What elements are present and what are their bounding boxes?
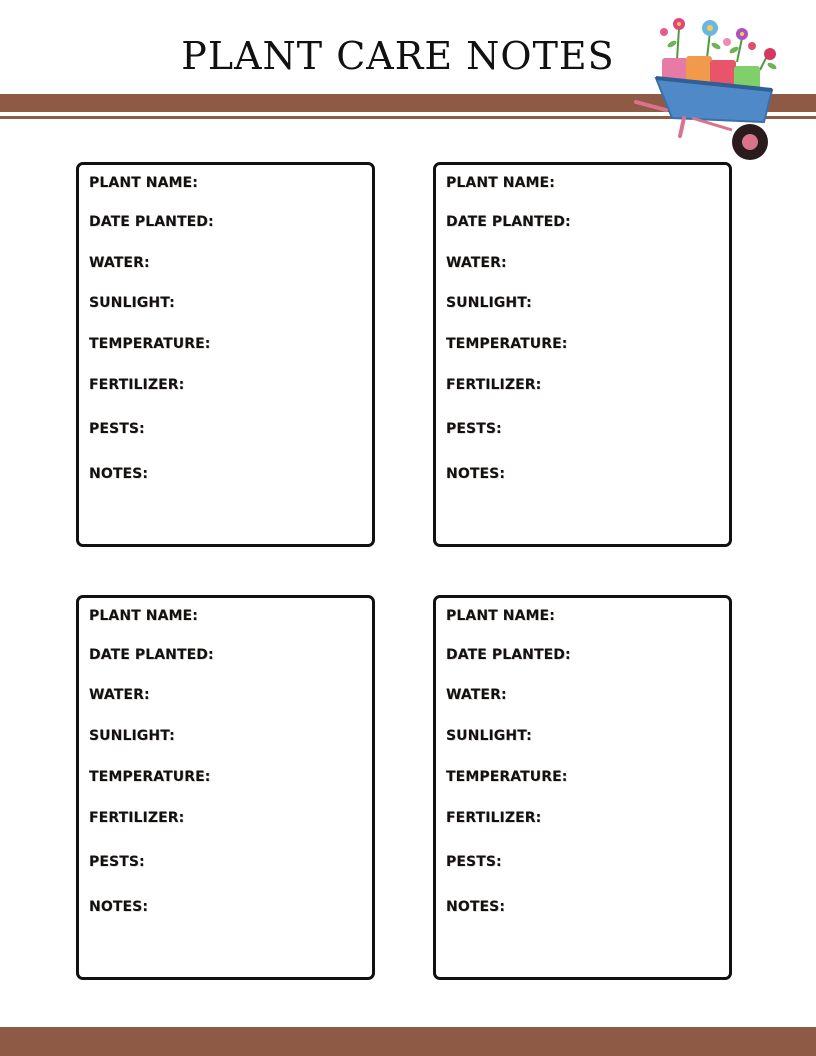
field-fertilizer: FERTILIZER: bbox=[446, 377, 542, 393]
plant-card-1 bbox=[76, 162, 375, 547]
field-temperature: TEMPERATURE: bbox=[89, 336, 211, 352]
field-notes: NOTES: bbox=[89, 466, 149, 482]
field-date-planted: DATE PLANTED: bbox=[446, 214, 571, 230]
field-sunlight: SUNLIGHT: bbox=[446, 295, 532, 311]
field-date-planted: DATE PLANTED: bbox=[446, 647, 571, 663]
footer-band bbox=[0, 1027, 816, 1056]
field-notes: NOTES: bbox=[446, 466, 506, 482]
wheelbarrow-flowers-icon bbox=[632, 10, 792, 165]
field-pests: PESTS: bbox=[446, 854, 502, 870]
field-temperature: TEMPERATURE: bbox=[89, 769, 211, 785]
field-notes: NOTES: bbox=[89, 899, 149, 915]
field-plant-name: PLANT NAME: bbox=[89, 175, 198, 191]
field-pests: PESTS: bbox=[446, 421, 502, 437]
field-fertilizer: FERTILIZER: bbox=[446, 810, 542, 826]
plant-card-4 bbox=[433, 595, 732, 980]
field-pests: PESTS: bbox=[89, 854, 145, 870]
field-plant-name: PLANT NAME: bbox=[446, 608, 555, 624]
field-water: WATER: bbox=[446, 255, 507, 271]
field-plant-name: PLANT NAME: bbox=[446, 175, 555, 191]
field-water: WATER: bbox=[89, 687, 150, 703]
field-sunlight: SUNLIGHT: bbox=[89, 728, 175, 744]
field-fertilizer: FERTILIZER: bbox=[89, 377, 185, 393]
field-temperature: TEMPERATURE: bbox=[446, 336, 568, 352]
field-plant-name: PLANT NAME: bbox=[89, 608, 198, 624]
field-temperature: TEMPERATURE: bbox=[446, 769, 568, 785]
page-title: PLANT CARE NOTES bbox=[181, 34, 615, 78]
field-pests: PESTS: bbox=[89, 421, 145, 437]
field-sunlight: SUNLIGHT: bbox=[89, 295, 175, 311]
field-notes: NOTES: bbox=[446, 899, 506, 915]
field-fertilizer: FERTILIZER: bbox=[89, 810, 185, 826]
plant-card-3 bbox=[76, 595, 375, 980]
field-sunlight: SUNLIGHT: bbox=[446, 728, 532, 744]
field-date-planted: DATE PLANTED: bbox=[89, 647, 214, 663]
field-water: WATER: bbox=[446, 687, 507, 703]
plant-card-2 bbox=[433, 162, 732, 547]
field-date-planted: DATE PLANTED: bbox=[89, 214, 214, 230]
field-water: WATER: bbox=[89, 255, 150, 271]
